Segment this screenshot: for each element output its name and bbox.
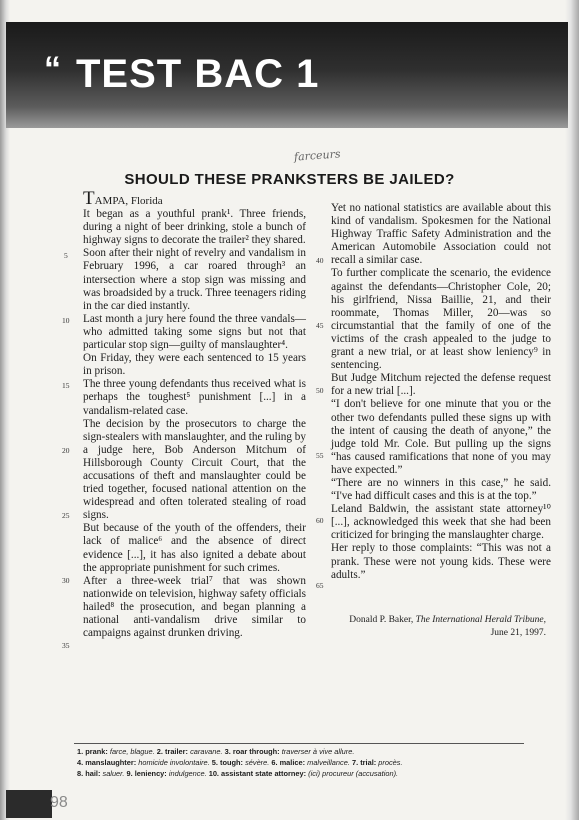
footnote-term: trailer: bbox=[164, 747, 188, 756]
paragraph: After a three-week trial⁷ that was shown nationwide on television, highway safety officials hailed⁸ the prosecution, and began planning a national anti-vandalism drive similar to campaigns against drunken driving. bbox=[83, 574, 306, 640]
footnote-term: leniency: bbox=[134, 769, 167, 778]
line-number: 35 bbox=[62, 641, 70, 650]
footnote-definition: indulgence. bbox=[168, 769, 207, 778]
footnote-number: 7. bbox=[351, 758, 359, 767]
line-number: 5 bbox=[64, 251, 68, 260]
article-credit bbox=[330, 614, 546, 640]
footnote-line bbox=[77, 757, 537, 768]
paragraph: On Friday, they were each sentenced to 15 years in prison. bbox=[83, 352, 306, 378]
paragraph: It began as a youthful prank¹. Three friends, during a night of beer drinking, stole a bunch of highway signs to decorate the trailer² they shared. bbox=[83, 208, 306, 247]
paragraph: Last month a jury here found the three vandals—who admitted taking some signs but not that particular stop sign—guilty of manslaughter⁴. bbox=[83, 312, 306, 352]
line-number: 15 bbox=[62, 381, 70, 390]
footnote-line bbox=[77, 768, 537, 779]
article-headline: SHOULD THESE PRANKSTERS BE JAILED? bbox=[124, 171, 455, 188]
paragraph: The decision by the prosecutors to charge the sign-stealers with manslaughter, and the ruling by a judge here, Bob Anderson Mitchum of Hillsborough County Circuit Court, that the accusations of theft and manslaughter could be tried together, focused national attention on the widespread and often tolerated stealing of road signs. bbox=[83, 417, 306, 522]
line-number: 45 bbox=[316, 321, 324, 330]
footnote-number: 3. bbox=[224, 747, 231, 756]
footnote-term: roar through: bbox=[232, 747, 280, 756]
footnote-term: malice: bbox=[279, 758, 306, 767]
paragraph: Soon after their night of revelry and vandalism in February 1996, a car roared through³ an intersection where a stop sign was missing and was broadsided by a truck. Three teenagers riding in the car died instantly. bbox=[83, 247, 306, 312]
footnote-number: 2. bbox=[156, 747, 163, 756]
footnote-definition: (ici) procureur (accusation). bbox=[308, 769, 399, 778]
line-number: 30 bbox=[62, 576, 70, 585]
article-column-right bbox=[331, 202, 551, 582]
footnote-line bbox=[77, 746, 537, 757]
handwritten-note: farceurs bbox=[293, 147, 341, 164]
footnote-number: 1. bbox=[77, 747, 84, 756]
footnote-term: tough: bbox=[220, 758, 243, 767]
paragraph: Leland Baldwin, the assistant state attorney¹⁰ [...], acknowledged this week that she had been criticized for bringing the manslaughter charge. bbox=[331, 503, 551, 542]
banner-quote-mark: “ bbox=[44, 50, 61, 88]
credit-date: June 21, 1997. bbox=[490, 628, 546, 638]
line-number: 25 bbox=[62, 511, 70, 520]
footnote-definition: traverser à vive allure. bbox=[281, 747, 355, 756]
paragraph: To further complicate the scenario, the evidence against the defendants—Christopher Cole, 20; his girlfriend, Nissa Baillie, 21, and their roommate, Thomas Miller, 20—was so circumstantial that the family of one of the victims of the crash appealed to the judge to grant a new trial, or at least show leniency⁹ in sentencing. bbox=[331, 267, 551, 372]
paragraph: The three young defendants thus received what is perhaps the toughest⁵ punishment [...] in a vandalism-related case. bbox=[83, 378, 306, 417]
paragraph: But Judge Mitchum rejected the defense request for a new trial [...]. bbox=[331, 372, 551, 398]
footnote-number: 8. bbox=[77, 769, 84, 778]
paragraph: “I don't believe for one minute that you or the other two defendants pulled these signs up with the intent of causing the death of anyone,” the judge told Mr. Cole. But pulling up the signs “has caused ramifications that none of you may have expected.” bbox=[331, 398, 551, 476]
dateline bbox=[83, 188, 306, 209]
line-number: 65 bbox=[316, 581, 324, 590]
line-number: 50 bbox=[316, 386, 324, 395]
line-number: 20 bbox=[62, 446, 70, 455]
footnotes bbox=[77, 746, 537, 779]
paragraph: But because of the youth of the offenders, their lack of malice⁶ and the absence of direct evidence [...], it has also ignited a debate about the appropriate punishment for such crimes. bbox=[83, 522, 306, 574]
footnote-definition: malveillance. bbox=[307, 758, 350, 767]
line-number: 40 bbox=[316, 256, 324, 265]
footnote-definition: procès. bbox=[378, 758, 403, 767]
footnote-definition: caravane. bbox=[190, 747, 223, 756]
footnote-number: 5. bbox=[211, 758, 218, 767]
footnote-number: 4. bbox=[77, 758, 84, 767]
footnote-term: manslaughter: bbox=[85, 758, 137, 767]
footnote-term: hail: bbox=[85, 769, 101, 778]
line-number: 10 bbox=[62, 316, 70, 325]
line-number: 55 bbox=[316, 451, 324, 460]
page-number-tab bbox=[6, 790, 52, 818]
footnote-definition: sévère. bbox=[245, 758, 270, 767]
banner-title: TEST BAC 1 bbox=[76, 52, 320, 96]
footnote-number: 6. bbox=[271, 758, 278, 767]
page-number: 98 bbox=[50, 794, 68, 811]
footnote-divider bbox=[74, 743, 524, 744]
footnote-term: prank: bbox=[85, 747, 108, 756]
footnote-definition: saluer. bbox=[102, 769, 125, 778]
footnote-term: assistant state attorney: bbox=[221, 769, 307, 778]
paragraph: “There are no winners in this case,” he said. “I've had difficult cases and this is at the top.” bbox=[331, 476, 551, 503]
dateline-rest: AMPA, Florida bbox=[94, 195, 163, 207]
footnote-definition: farce, blague. bbox=[109, 747, 155, 756]
paragraph: Her reply to those complaints: “This was not a prank. These were not young kids. These were adults.” bbox=[331, 542, 551, 581]
dateline-initial: T bbox=[83, 188, 95, 209]
credit-source: The International Herald Tribune, bbox=[415, 615, 546, 625]
footnote-term: trial: bbox=[360, 758, 377, 767]
footnote-number: 10. bbox=[208, 769, 219, 778]
footnote-definition: homicide involontaire. bbox=[138, 758, 210, 767]
credit-author: Donald P. Baker, bbox=[349, 615, 414, 625]
article-column-left bbox=[83, 188, 306, 640]
line-number: 60 bbox=[316, 516, 324, 525]
paragraph: Yet no national statistics are available about this kind of vandalism. Spokesmen for the National Highway Traffic Safety Administration and the American Automobile Association could not recall a similar case. bbox=[331, 202, 551, 267]
footnote-number: 9. bbox=[126, 769, 133, 778]
